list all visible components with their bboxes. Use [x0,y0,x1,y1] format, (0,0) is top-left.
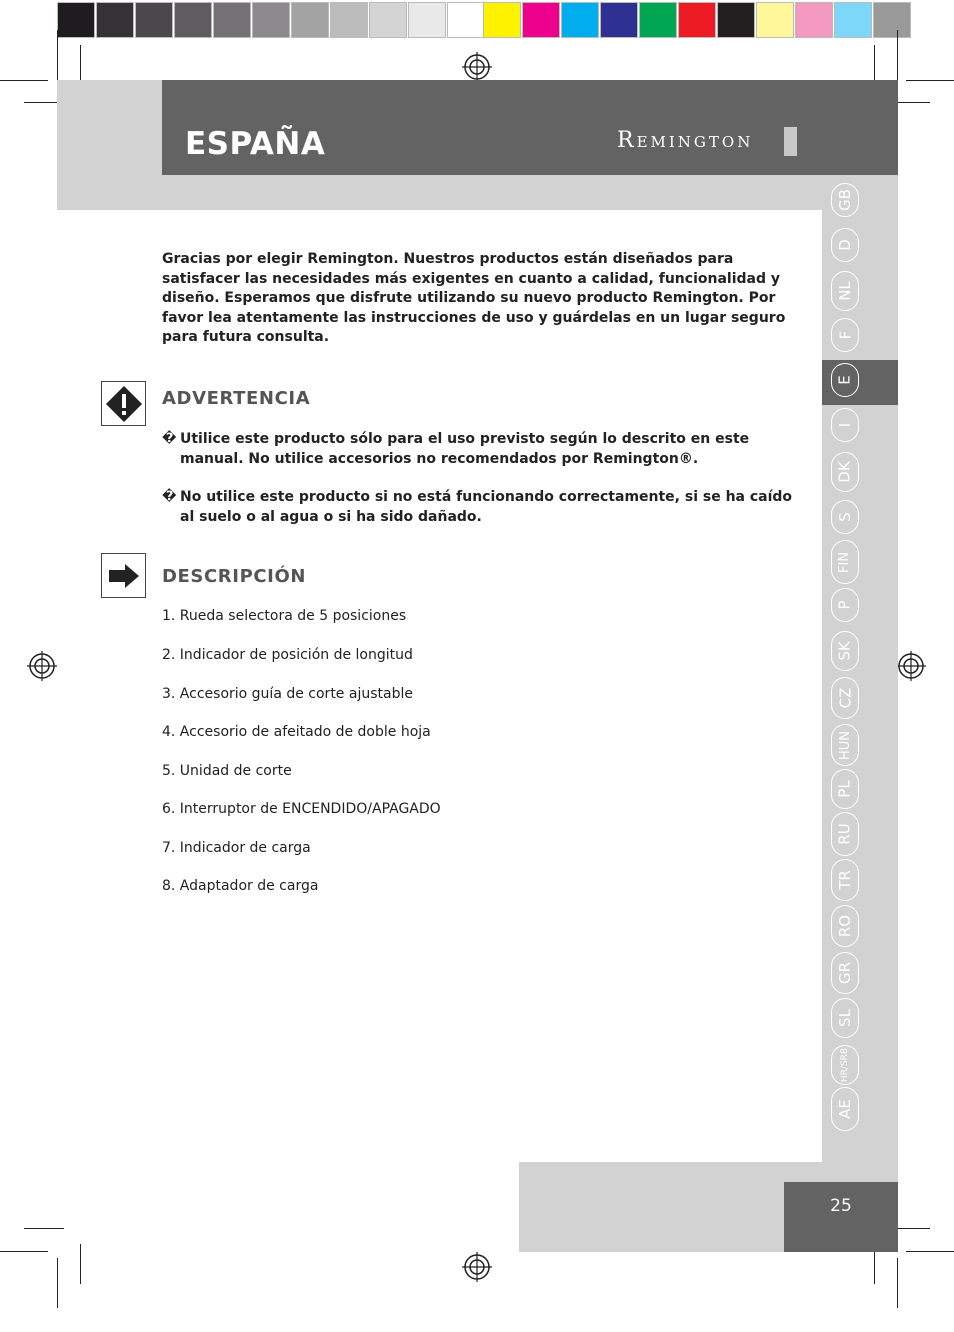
warning-item-text: No utilice este producto si no está funcionando correctamente, si se ha caído al suelo o al agua o si ha sido dañado. [180,489,793,525]
color-swatch [522,2,560,38]
grey-swatch [408,2,446,38]
language-tab-label: D [836,239,854,251]
language-tab-gb[interactable] [831,183,859,217]
grey-swatch [330,2,368,38]
page-number-box [784,1182,898,1252]
crop-mark [897,1258,898,1308]
warning-item-text: Utilice este producto sólo para el uso previsto según lo descrito en este manual. No utilice accesorios no recomendados por Remington®. [180,431,750,467]
color-swatch [639,2,677,38]
language-tab-i[interactable] [831,408,859,442]
language-tab-fin[interactable] [831,540,859,584]
language-tab-nl[interactable] [831,271,859,311]
grey-swatch [213,2,251,38]
color-swatch [834,2,872,38]
description-icon-box [101,553,146,598]
page-number: 25 [830,1196,852,1216]
language-tab-e[interactable] [831,363,859,397]
language-tab-label: P [835,600,854,610]
crop-mark [80,1244,81,1284]
color-swatch [483,2,521,38]
crop-mark [24,1228,64,1229]
brand-logo: Remington [617,128,754,153]
color-swatch [795,2,833,38]
description-item: 8. Adaptador de carga [162,878,319,894]
language-tab-ro[interactable] [831,905,859,947]
warning-icon-box [101,381,146,426]
description-item: 2. Indicador de posición de longitud [162,647,413,663]
description-item: 3. Accesorio guía de corte ajustable [162,686,413,702]
description-item: 4. Accesorio de afeitado de doble hoja [162,724,431,740]
language-tab-label: S [836,512,854,522]
color-swatch [678,2,716,38]
description-title: DESCRIPCIÓN [162,566,307,587]
crop-mark [57,30,58,80]
description-item: 7. Indicador de carga [162,840,311,856]
grey-swatch [135,2,173,38]
language-tab-s[interactable] [831,500,859,534]
grey-swatch [96,2,134,38]
grey-swatch [447,2,485,38]
description-item: 1. Rueda selectora de 5 posiciones [162,608,407,624]
language-tab-ru[interactable] [831,812,859,856]
warning-item [162,429,807,469]
language-tab-label: E [835,375,854,385]
arrow-right-icon [107,563,141,589]
color-swatch [756,2,794,38]
registration-mark-icon [896,651,926,681]
crop-mark [0,1251,48,1252]
crop-mark [906,1251,954,1252]
bullet-icon: � [162,431,177,446]
language-tab-label: HUN [837,730,853,760]
registration-mark-icon [462,52,492,82]
language-tab-label: CZ [836,687,854,709]
language-tab-label: TR [836,870,854,890]
language-tab-cz[interactable] [831,677,859,719]
language-tab-dk[interactable] [831,452,859,492]
language-tab-label: SL [835,1009,854,1027]
crop-mark [0,80,48,81]
grey-swatch [252,2,290,38]
language-tab-label: NL [835,281,854,301]
description-item: 5. Unidad de corte [162,763,292,779]
warning-item [162,487,807,527]
grey-swatch [291,2,329,38]
crop-mark [906,80,954,81]
language-tab-f[interactable] [831,318,859,352]
language-tab-label: FIN [837,551,853,573]
registration-mark-icon [462,1252,492,1282]
language-tab-label: HR/SRB [840,1047,851,1083]
language-tab-d[interactable] [831,228,859,262]
language-tab-label: SK [835,641,854,661]
grey-swatch [57,2,95,38]
language-tab-gr[interactable] [831,952,859,994]
grey-calibration-bar [57,2,486,38]
language-tab-label: DK [835,461,854,483]
language-tab-sl[interactable] [831,998,859,1038]
description-item: 6. Interruptor de ENCENDIDO/APAGADO [162,801,441,817]
language-tab-label: F [835,330,854,340]
color-calibration-bar [483,2,912,38]
color-swatch [561,2,599,38]
grey-swatch [369,2,407,38]
language-tab-label: AE [836,1099,854,1119]
language-tab-label: I [836,422,854,428]
intro-paragraph: Gracias por elegir Remington. Nuestros productos están diseñados para satisfacer las necesidades más exigentes en cuanto a calidad, funcionalidad y diseño. Esperamos que disfrute utilizando su nuevo producto Remington. Por favor lea atentamente las instrucciones de uso y guárdelas en un lugar seguro para futura consulta. [162,251,786,345]
color-swatch [717,2,755,38]
bullet-icon: � [162,489,177,504]
language-tab-sk[interactable] [831,631,859,671]
language-tab-label: PL [836,780,854,798]
language-tab-tr[interactable] [831,859,859,901]
color-swatch [873,2,911,38]
color-swatch [600,2,638,38]
grey-swatch [174,2,212,38]
warning-title: ADVERTENCIA [162,388,311,409]
crop-mark [897,30,898,80]
language-tab-ae[interactable] [831,1087,859,1131]
language-tab-label: GR [835,961,854,985]
language-tab-pl[interactable] [831,769,859,809]
language-tab-hun[interactable] [831,724,859,766]
crop-mark [57,1258,58,1308]
language-tab-hr-srb[interactable] [831,1045,859,1085]
page-title: ESPAÑA [185,126,326,162]
brand-accent-block [784,127,797,156]
warning-icon [104,384,144,424]
registration-mark-icon [27,651,57,681]
language-tab-label: RO [835,914,854,938]
language-tab-label: RU [836,823,854,845]
language-tab-p[interactable] [831,588,859,622]
language-tab-label: GB [835,189,854,211]
